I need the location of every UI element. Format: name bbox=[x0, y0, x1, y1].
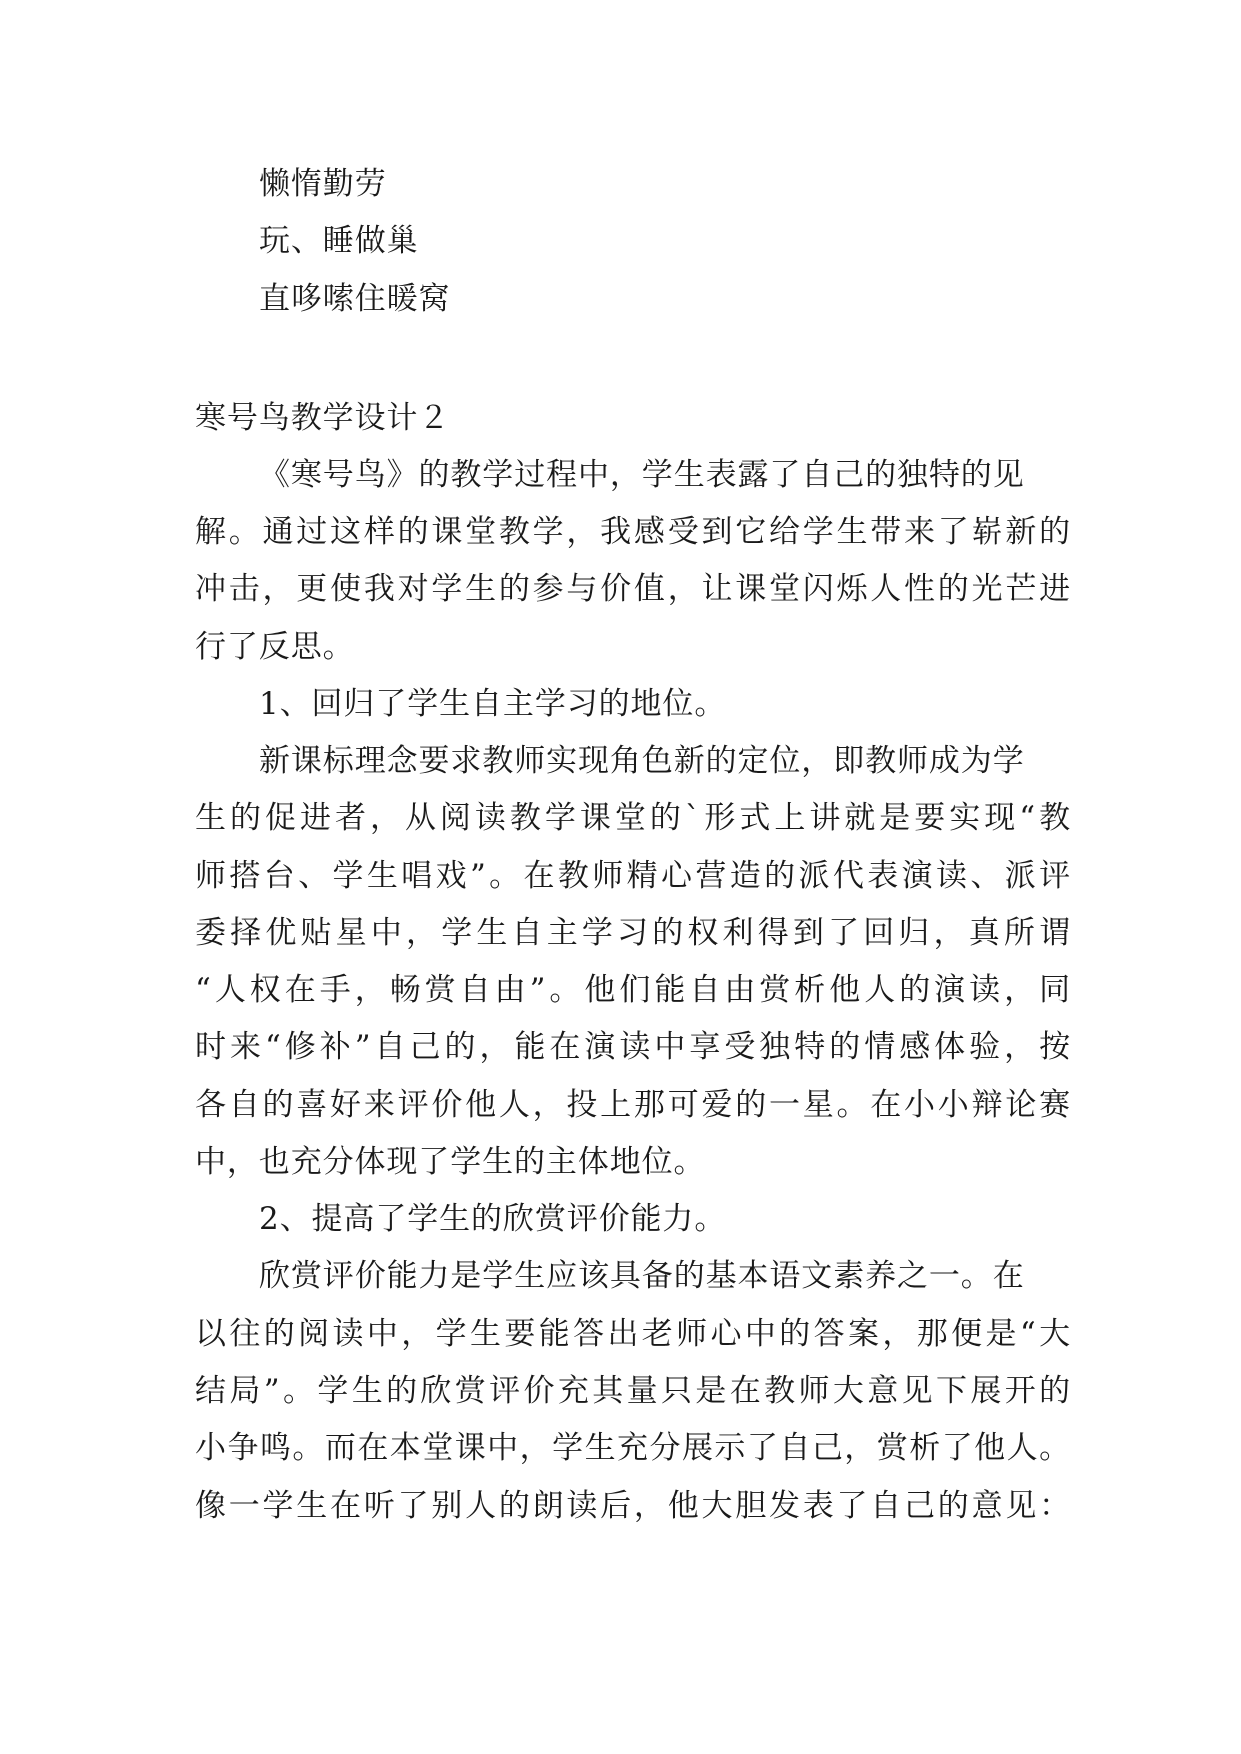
list-line-2: 玩、睡做巢 bbox=[259, 223, 419, 259]
para2-line-7: 各自的喜好来评价他人，投上那可爱的一星。在小小辩论赛 bbox=[195, 1087, 1071, 1123]
point2-heading: 2、提高了学生的欣赏评价能力。 bbox=[259, 1201, 727, 1237]
para1-line-3: 冲击，更使我对学生的参与价值，让课堂闪烁人性的光芒进 bbox=[195, 571, 1071, 607]
para3-line-3: 结局”。学生的欣赏评价充其量只是在教师大意见下展开的 bbox=[195, 1373, 1071, 1409]
para2-line-8: 中，也充分体现了学生的主体地位。 bbox=[195, 1144, 706, 1180]
para3-line-2: 以往的阅读中，学生要能答出老师心中的答案，那便是“大 bbox=[195, 1316, 1071, 1352]
para1-line-1: 《寒号鸟》的教学过程中，学生表露了自己的独特的见 bbox=[259, 457, 1025, 493]
list-line-3: 直哆嗦住暖窝 bbox=[259, 281, 451, 317]
para2-line-3: 师搭台、学生唱戏”。在教师精心营造的派代表演读、派评 bbox=[195, 858, 1071, 894]
para2-line-2: 生的促进者，从阅读教学课堂的`形式上讲就是要实现“教 bbox=[195, 800, 1071, 836]
para2-line-1: 新课标理念要求教师实现角色新的定位，即教师成为学 bbox=[259, 743, 1025, 779]
para2-line-6: 时来“修补”自己的，能在演读中享受独特的情感体验，按 bbox=[195, 1029, 1071, 1065]
para1-line-4: 行了反思。 bbox=[195, 629, 355, 665]
section-title: 寒号鸟教学设计２ bbox=[195, 400, 451, 436]
para2-line-4: 委择优贴星中，学生自主学习的权利得到了回归，真所谓 bbox=[195, 915, 1071, 951]
point1-heading: 1、回归了学生自主学习的地位。 bbox=[259, 686, 727, 722]
list-line-1: 懒惰勤劳 bbox=[259, 166, 387, 202]
para2-line-5: “人权在手，畅赏自由”。他们能自由赏析他人的演读，同 bbox=[195, 972, 1071, 1008]
para3-line-5: 像一学生在听了别人的朗读后，他大胆发表了自己的意见： bbox=[195, 1488, 1071, 1524]
para3-line-4: 小争鸣。而在本堂课中，学生充分展示了自己，赏析了他人。 bbox=[195, 1430, 1071, 1466]
para3-line-1: 欣赏评价能力是学生应该具备的基本语文素养之一。在 bbox=[259, 1258, 1025, 1294]
para1-line-2: 解。通过这样的课堂教学，我感受到它给学生带来了崭新的 bbox=[195, 514, 1071, 550]
